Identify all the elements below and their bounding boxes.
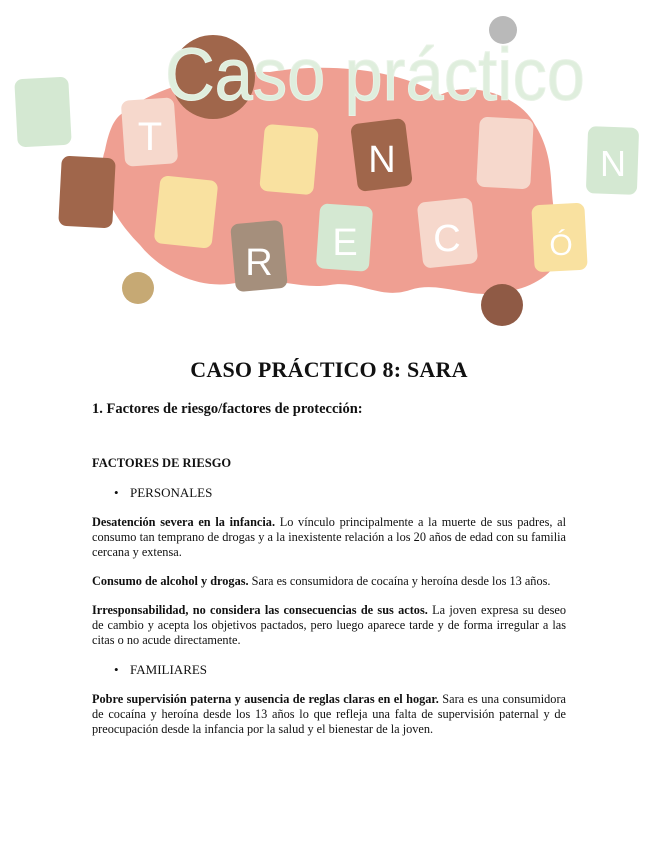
tile-letter-o: Ó	[549, 229, 573, 262]
tile-pink-c	[417, 197, 479, 268]
tile-pink-right	[476, 117, 534, 190]
tile-letter-r: R	[245, 242, 273, 284]
document-title: CASO PRÁCTICO 8: SARA	[190, 357, 468, 382]
paragraph-text: La joven expresa su deseo de cambio y acepta los objetivos pactados, pero luego aparece tarde y de forma irregular a las citas o no acude directamente.	[92, 603, 566, 647]
paragraph-text: Lo vínculo principalmente a la muerte de sus padres, al consumo tan temprano de drogas y a la inexistente relación a los 20 años de edad con su familia cercana y extensa.	[92, 515, 566, 559]
tile-mint-left	[14, 77, 71, 148]
bullet-personal	[92, 485, 566, 501]
document-body	[92, 357, 566, 751]
tile-letter-n-right: N	[600, 143, 626, 184]
tile-taupe-r	[230, 220, 288, 292]
tile-letter-e: E	[332, 222, 358, 264]
tile-yellow-o	[531, 203, 587, 273]
tile-letter-c: C	[433, 218, 461, 260]
bullet-dot-icon: •	[114, 485, 119, 500]
paragraph-bold: Consumo de alcohol y drogas.	[92, 574, 249, 588]
tile-mint-e	[316, 203, 373, 272]
tile-yellow-mid	[259, 124, 319, 195]
paragraph-desatencion	[92, 515, 566, 560]
tile-brown-n	[350, 118, 413, 192]
paragraph-supervision	[92, 692, 566, 737]
tile-letter-n: N	[368, 139, 396, 181]
tile-yellow-left	[154, 175, 219, 249]
banner-title: Caso práctico	[165, 33, 585, 116]
tan-circle-shape	[122, 272, 154, 304]
paragraph-bold: Irresponsabilidad, no considera las consecuencias de sus actos.	[92, 603, 428, 617]
bullet-family	[92, 662, 566, 678]
dark-brown-circle-shape	[481, 284, 523, 326]
tile-mint-n	[586, 126, 639, 195]
section-heading: 1. Factores de riesgo/factores de protección:	[92, 401, 363, 417]
paragraph-text: Sara es una consumidora de cocaína y heroína desde los 13 años lo que refleja una falta de supervisión paternal y de preocupación desde la infancia por la salud y el bienestar de la joven.	[92, 692, 566, 736]
paragraph-irresponsabilidad	[92, 603, 566, 648]
bullet-dot-icon: •	[114, 662, 119, 677]
paragraph-consumo	[92, 574, 566, 589]
paragraph-bold: Pobre supervisión paterna y ausencia de reglas claras en el hogar.	[92, 692, 439, 706]
paragraph-text: Sara es consumidora de cocaína y heroína desde los 13 años.	[248, 574, 551, 588]
bullet-label: FAMILIARES	[130, 662, 208, 677]
paragraph-bold: Desatención severa en la infancia.	[92, 515, 276, 529]
bullet-label: PERSONALES	[130, 485, 213, 500]
tile-brown-left	[58, 156, 116, 229]
risk-factors-heading: FACTORES DE RIESGO	[92, 456, 232, 470]
tile-letter-t: T	[137, 115, 163, 159]
header-banner	[0, 0, 655, 335]
